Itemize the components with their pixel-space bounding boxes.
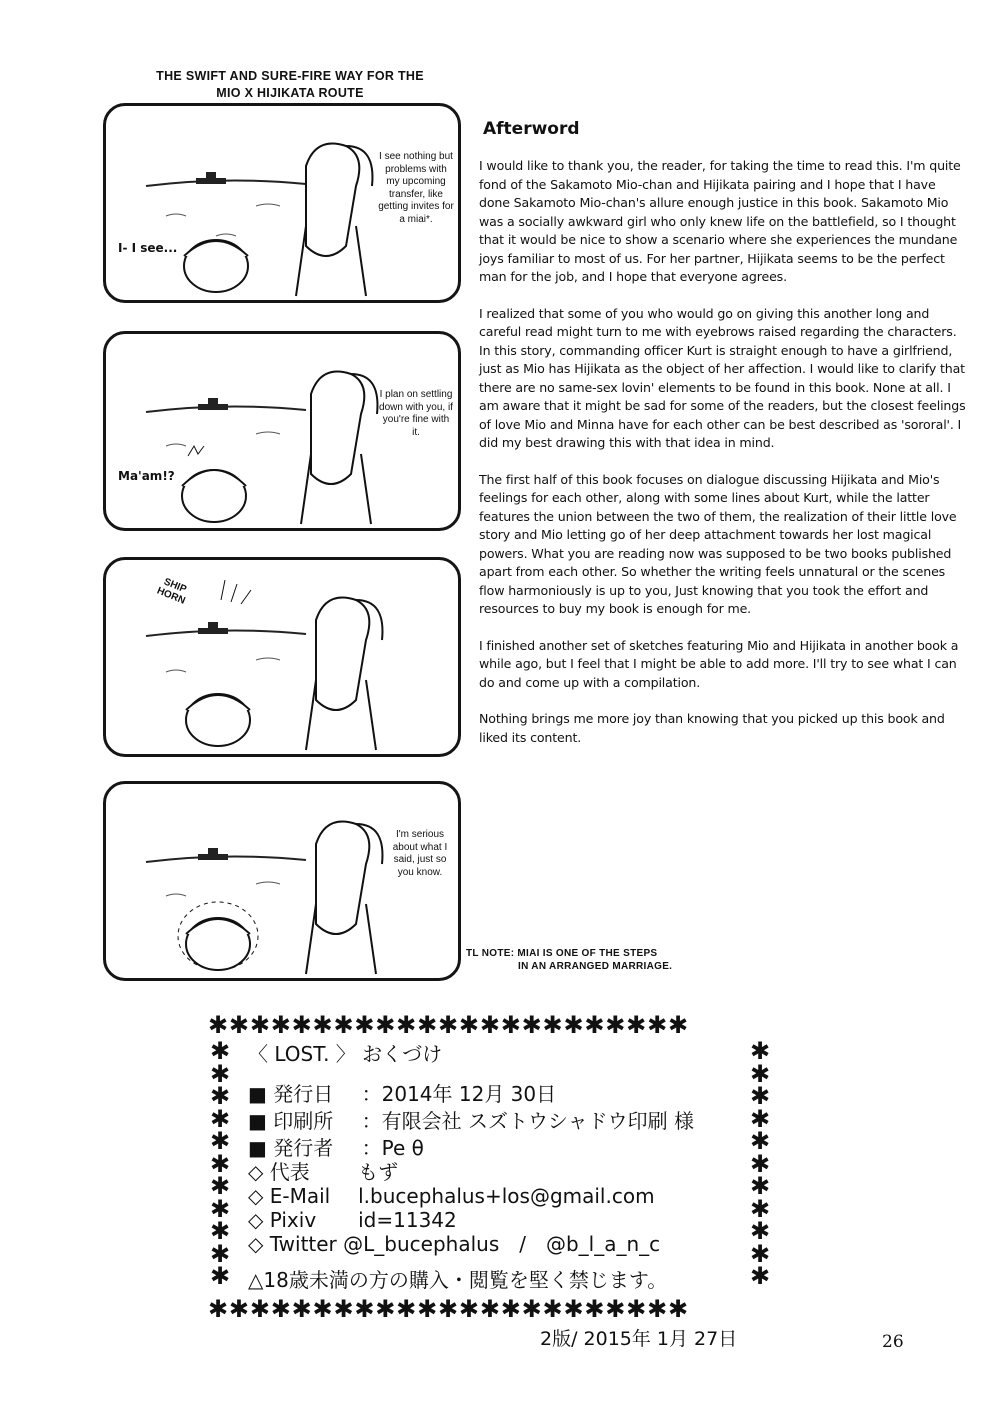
speech-bubble: I plan on settling down with you, if you're fine with it. [379,389,453,438]
colophon-value: ：有限会社 スズトウシャドウ印刷 様 [361,1109,694,1133]
page-number: 26 [882,1332,904,1352]
speech-shout: Ma'am!? [118,469,175,483]
colophon-key: Pixiv [269,1208,317,1232]
translator-note-line-2: IN AN ARRANGED MARRIAGE. [518,961,673,972]
star-border-bottom: ✱✱✱✱✱✱✱✱✱✱✱✱✱✱✱✱✱✱✱✱✱✱✱ [208,1296,689,1322]
colophon-key: 発行日 [273,1082,334,1106]
speech-shout: I- I see... [118,241,178,255]
colophon-key: E-Mail [269,1184,331,1208]
comic-panel-4 [103,781,461,981]
colophon-value: ：2014年 12月 30日 [361,1082,557,1106]
colophon-mark: ■ [248,1136,267,1160]
translator-note-line-1: TL NOTE: MIAI IS ONE OF THE STEPS [466,948,658,959]
comic-panel-3 [103,557,461,757]
comic-panel-1 [103,103,461,303]
colophon-mark: ◇ [248,1232,264,1256]
afterword-paragraph: Nothing brings me more joy than knowing that you picked up this book and liked its content. [479,711,945,745]
colophon-mark: ◇ [248,1208,264,1232]
colophon-email[interactable]: l.bucephalus+los@gmail.com [358,1184,655,1208]
colophon-key: 発行者 [273,1136,334,1160]
colophon-box [208,1012,774,1322]
afterword-paragraph: I finished another set of sketches featuring Mio and Hijikata in another book a while ago, but I feel that I might be able to add more. I'll try to see what I can do and come up with a compilation. [479,637,959,690]
colophon-mark: ◇ [248,1160,264,1184]
afterword-paragraph: I realized that some of you who would go on giving this another long and careful read might turn to me with eyebrows raised regarding the characters. In this story, commanding officer Kurt is straight enough to have a girlfriend, just as Mio has Hijikata as the object of her affection. I would like to clarify that there are no same-sex lovin' elements to be found in this book. None at all. I am aware that it might be sad for some of the readers, but the closest feelings of love Mio and Minna have for each other can be best described as 'sororal'. I did my best drawing this with that idea in mind. [479,305,966,450]
colophon-line [248,1082,556,1106]
colophon-key: 代表 [269,1160,310,1184]
revision-date: 2版/ 2015年 1月 27日 [540,1328,738,1350]
speech-bubble: I'm serious about what I said, just so you know. [392,829,448,878]
colophon-mark: ■ [248,1082,267,1106]
comic-panel-2 [103,331,461,531]
star-border-left: ✱ ✱ ✱ ✱ ✱ ✱ ✱ ✱ ✱ ✱ ✱ [209,1037,231,1290]
afterword-heading: Afterword [483,119,580,139]
colophon-value: id=11342 [358,1208,457,1232]
panel-4-drawing [106,784,458,978]
colophon-mark: ■ [248,1109,267,1133]
speech-bubble: I see nothing but problems with my upcoming transfer, like getting invites for a miai*. [378,151,454,225]
colophon-value: もず [358,1160,399,1184]
translator-note [466,947,736,973]
colophon-mark: ◇ [248,1184,264,1208]
star-border-top: ✱✱✱✱✱✱✱✱✱✱✱✱✱✱✱✱✱✱✱✱✱✱✱ [208,1012,689,1038]
colophon-line [248,1208,457,1232]
afterword-paragraph: The first half of this book focuses on dialogue discussing Hijikata and Mio's feelings for each other, along with some lines about Kurt, while the latter features the union between the two of them, the realization of their little love story and Mio letting go of her deep attachment towards her lost magical powers. What you are reading now was supposed to be two books published apart from each other. So whether the writing feels unnatural or the scenes flow harmoniously is up to you, Just knowing that you took the effort and resources to buy my book is enough for me. [479,471,957,616]
colophon-title: 〈 LOST. 〉 おくづけ [248,1042,443,1066]
colophon-line [248,1160,398,1184]
afterword-body [479,157,969,765]
colophon-value: ：Pe θ [361,1136,424,1160]
colophon-line [248,1136,424,1160]
colophon-key: Twitter [269,1232,337,1256]
comic-title: THE SWIFT AND SURE-FIRE WAY FOR THE MIO X HIJIKATA ROUTE [156,69,424,100]
colophon-key: 印刷所 [273,1109,334,1133]
star-border-right: ✱ ✱ ✱ ✱ ✱ ✱ ✱ ✱ ✱ ✱ ✱ [749,1037,771,1290]
colophon-value: @L_bucephalus / @b_l_a_n_c [343,1232,661,1256]
colophon-line [248,1184,655,1208]
colophon-line [248,1232,660,1256]
colophon-line [248,1109,694,1133]
afterword-paragraph: I would like to thank you, the reader, for taking the time to read this. I'm quite fond of the Sakamoto Mio-chan and Hijikata pairing and I hope that I have done Sakamoto Mio-chan's allure enough justice in this book. Sakamoto Mio was a socially awkward girl who only knew life on the battlefield, so I thought that it would be nice to show a scenario where she experiences the mundane joys familiar to most of us. For her partner, Hijikata seems to be the perfect man for the job, and I hope that everyone agrees. [479,158,961,284]
sound-effect: SHIP HORN [155,576,188,607]
age-warning: △18歳未満の方の購入・閲覧を堅く禁じます。 [248,1268,668,1292]
